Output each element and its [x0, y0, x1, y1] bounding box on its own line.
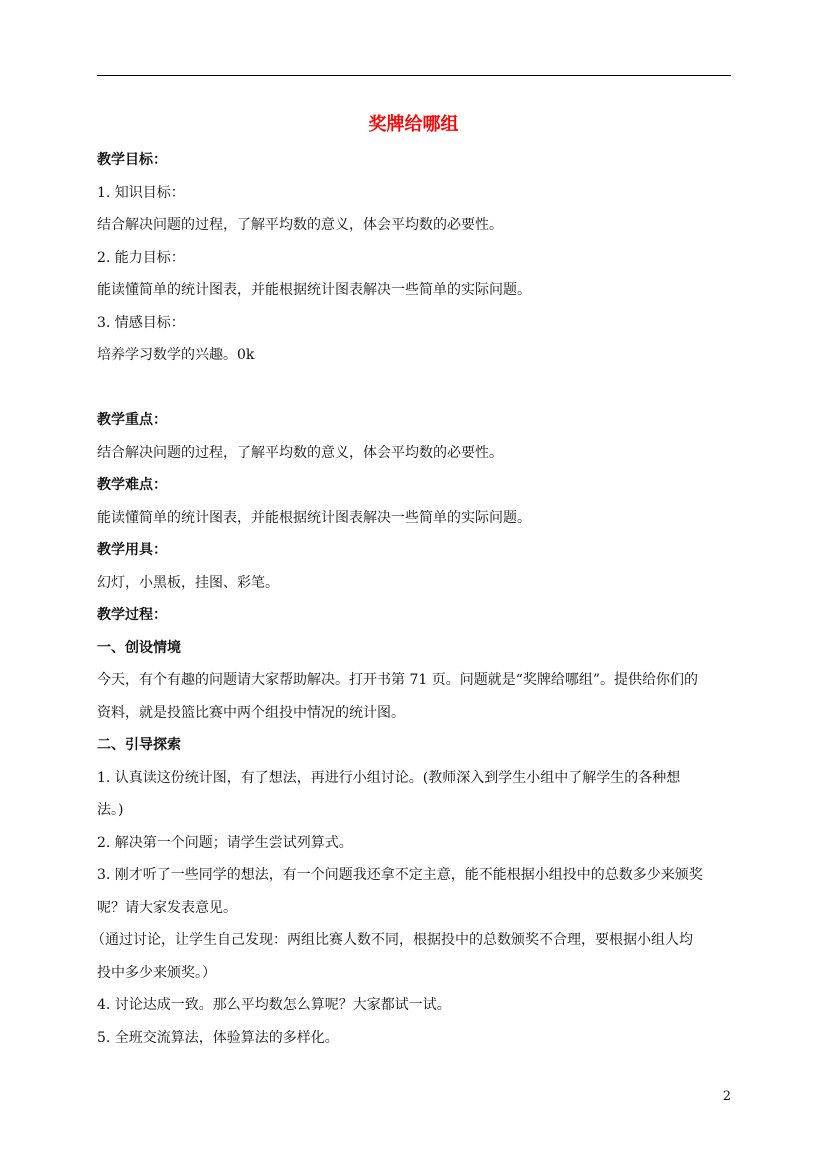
objective-3-heading: 3. 情感目标： — [97, 315, 185, 331]
difficulties-heading: 教学难点： — [97, 477, 167, 493]
page-title: 奖牌给哪组 — [368, 114, 459, 135]
objective-1-text: 结合解决问题的过程，了解平均数的意义，体会平均数的必要性。 — [97, 217, 503, 233]
tools-text: 幻灯，小黑板，挂图、彩笔。 — [97, 575, 279, 591]
section-2-heading: 二、引导探索 — [97, 737, 181, 753]
page-number: 2 — [722, 1089, 731, 1104]
key-points-text: 结合解决问题的过程，了解平均数的意义，体会平均数的必要性。 — [97, 445, 503, 461]
step-5: 5. 全班交流算法，体验算法的多样化。 — [97, 1030, 339, 1046]
step-1-line-2: 法。) — [97, 802, 124, 818]
difficulties-text: 能读懂简单的统计图表，并能根据统计图表解决一些简单的实际问题。 — [97, 510, 531, 526]
process-heading: 教学过程： — [97, 607, 167, 623]
key-points-heading: 教学重点： — [97, 412, 167, 428]
step-3-line-2: 呢？请大家发表意见。 — [97, 900, 237, 916]
section-1-heading: 一、创设情境 — [97, 640, 181, 656]
note-line-2: 投中多少来颁奖。） — [97, 965, 216, 981]
objective-2-text: 能读懂简单的统计图表，并能根据统计图表解决一些简单的实际问题。 — [97, 282, 531, 298]
step-2: 2. 解决第一个问题；请学生尝试列算式。 — [97, 835, 353, 851]
objective-1-heading: 1. 知识目标： — [97, 185, 185, 201]
section-1-line-1: 今天，有个有趣的问题请大家帮助解决。打开书第 71 页。问题就是“奖牌给哪组”。提供给你们的 — [97, 672, 699, 688]
step-3-line-1: 3. 刚才听了一些同学的想法，有一个问题我还拿不定主意，能不能根据小组投中的总数多少来颁奖 — [97, 867, 703, 883]
step-4: 4. 讨论达成一致。那么平均数怎么算呢？大家都试一试。 — [97, 997, 451, 1013]
objectives-heading: 教学目标： — [97, 152, 167, 168]
objective-3-text: 培养学习数学的兴趣。0k — [97, 347, 255, 363]
objective-2-heading: 2. 能力目标： — [97, 250, 185, 266]
note-line-1: （通过讨论，让学生自己发现：两组比赛人数不同，根据投中的总数颁奖不合理，要根据小组人均 — [91, 932, 693, 948]
section-1-line-2: 资料，就是投篮比赛中两个组投中情况的统计图。 — [97, 705, 405, 721]
step-1-line-1: 1. 认真读这份统计图，有了想法，再进行小组讨论。(教师深入到学生小组中了解学生的各种想 — [97, 770, 681, 786]
tools-heading: 教学用具： — [97, 542, 167, 558]
header-rule — [97, 75, 731, 76]
